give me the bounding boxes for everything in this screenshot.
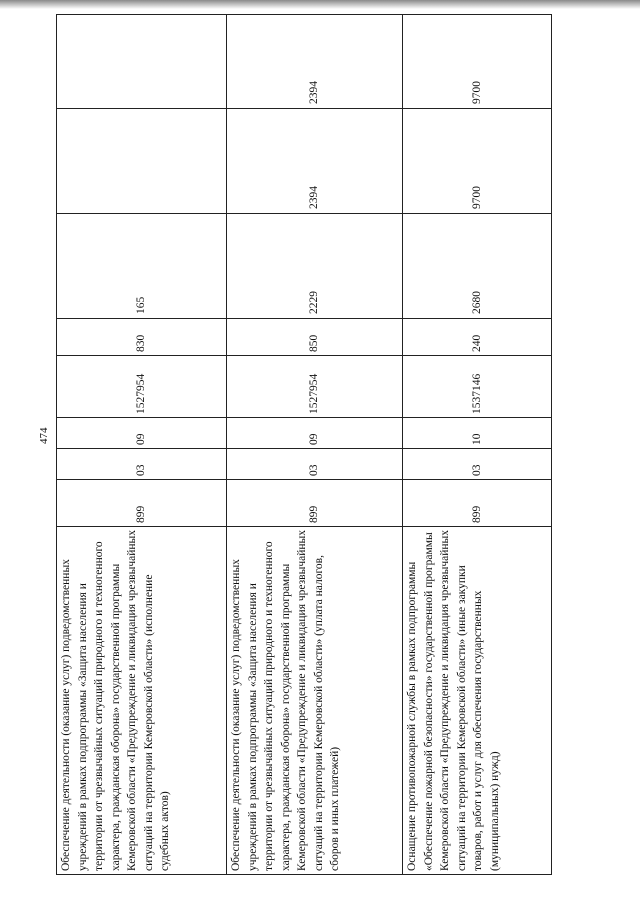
expense-type-cell: 850 <box>227 319 403 356</box>
amount-year2-cell <box>57 109 227 214</box>
ministry-code-cell: 899 <box>227 480 403 527</box>
section-code-cell: 03 <box>227 449 403 480</box>
scan-edge <box>0 0 640 9</box>
amount-year2-cell: 9700 <box>403 109 552 214</box>
amount-year1-cell: 2229 <box>227 214 403 319</box>
amount-year3-cell <box>57 15 227 109</box>
amount-year3-cell: 9700 <box>403 15 552 109</box>
ministry-code-cell: 899 <box>57 480 227 527</box>
target-code-cell: 1527954 <box>57 356 227 418</box>
target-code-cell: 1537146 <box>403 356 552 418</box>
budget-table <box>56 14 552 875</box>
target-code-cell: 1527954 <box>227 356 403 418</box>
amount-year3-cell: 2394 <box>227 15 403 109</box>
page-number: 474 <box>38 427 50 444</box>
table-row <box>227 15 403 875</box>
ministry-code-cell: 899 <box>403 480 552 527</box>
expense-type-cell: 240 <box>403 319 552 356</box>
subsection-code-cell: 09 <box>57 418 227 449</box>
amount-year1-cell: 2680 <box>403 214 552 319</box>
amount-year2-cell: 2394 <box>227 109 403 214</box>
table-row <box>57 15 227 875</box>
description-cell: Обеспечение деятельности (оказание услуг) подведомственных учреждений в рамках подпрограммы «Защита населения и территории от чрезвычайных ситуаций природного и техногенного характера, гражданская оборона» государственной программы Кемеровской области «Предупреждение и ликвидация чрезвычайных ситуаций на территории Кемеровской области» (исполнение судебных актов) <box>57 527 227 875</box>
subsection-code-cell: 10 <box>403 418 552 449</box>
section-code-cell: 03 <box>403 449 552 480</box>
table-row <box>403 15 552 875</box>
description-cell: Оснащение противопожарной службы в рамках подпрограммы «Обеспечение пожарной безопасности» государственной программы Кемеровской области «Предупреждение и ликвидация чрезвычайных ситуаций на территории Кемеровской области» (иные закупки товаров, работ и услуг для обеспечения государственных (муниципальных) нужд) <box>403 527 552 875</box>
section-code-cell: 03 <box>57 449 227 480</box>
expense-type-cell: 830 <box>57 319 227 356</box>
subsection-code-cell: 09 <box>227 418 403 449</box>
description-cell: Обеспечение деятельности (оказание услуг) подведомственных учреждений в рамках подпрограммы «Защита населения и территории от чрезвычайных ситуаций природного и техногенного характера, гражданская оборона» государственной программы Кемеровской области «Предупреждение и ликвидация чрезвычайных ситуаций на территории Кемеровской области» (уплата налогов, сборов и иных платежей) <box>227 527 403 875</box>
amount-year1-cell: 165 <box>57 214 227 319</box>
rotated-table-container <box>56 15 551 875</box>
